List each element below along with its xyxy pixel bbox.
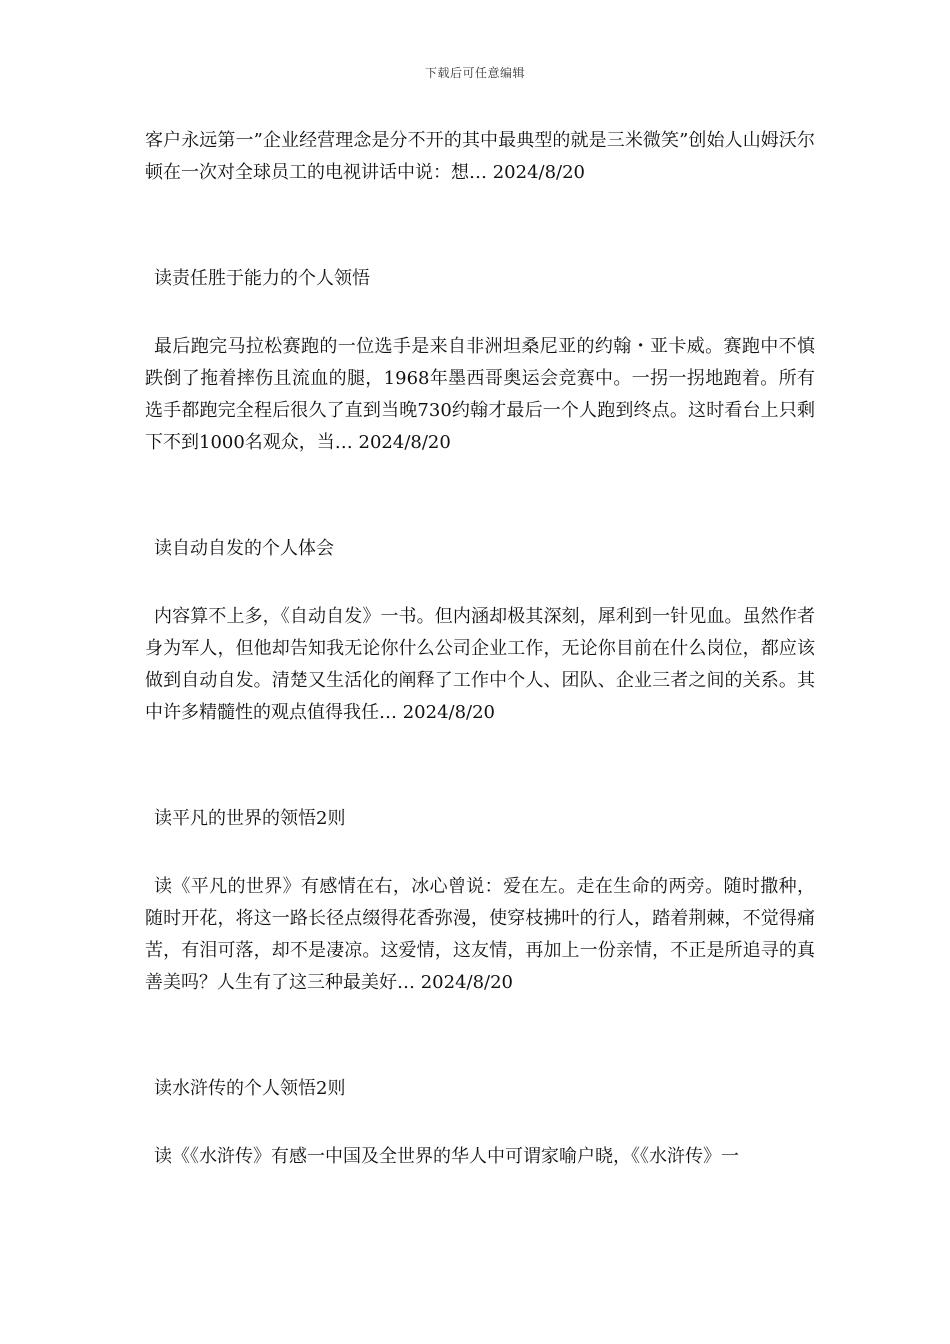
article-title-2: 读自动自发的个人体会: [154, 538, 334, 559]
article-body-1: 最后跑完马拉松赛跑的一位选手是来自非洲坦桑尼亚的约翰・亚卡威。赛跑中不慎跌倒了拖着摔伤且流血的腿，1968年墨西哥奥运会竞赛中。一拐一拐地跑着。所有选手都跑完全程后很久了直到当晚730约翰才最后一个人跑到终点。这时看台上只剩下不到1000名观众，当… 2024/8/20: [145, 336, 815, 453]
article-title-4: 读水浒传的个人领悟2则: [154, 1078, 346, 1099]
article-title-3: 读平凡的世界的领悟2则: [154, 808, 346, 829]
article-body-2: 内容算不上多，《自动自发》一书。但内涵却极其深刻，犀利到一针见血。虽然作者身为军人，但他却告知我无论你什么公司企业工作，无论你目前在什么岗位，都应该做到自动自发。清楚又生活化的阐释了工作中个人、团队、企业三者之间的关系。其中许多精髓性的观点值得我任… 2024/8/20: [145, 606, 815, 723]
article-body-4: 读《《水浒传》有感一中国及全世界的华人中可谓家喻户晓，《《水浒传》一: [154, 1146, 739, 1167]
intro-paragraph: 客户永远第一”企业经营理念是分不开的其中最典型的就是三米微笑”创始人山姆沃尔顿在一次对全球员工的电视讲话中说：想… 2024/8/20: [145, 130, 815, 183]
article-body-3: 读《平凡的世界》有感情在右，冰心曾说：爱在左。走在生命的两旁。随时撒种，随时开花，将这一路长径点缀得花香弥漫，使穿枝拂叶的行人，踏着荆棘，不觉得痛苦，有泪可落，却不是凄凉。这爱情，这友情，再加上一份亲情，不正是所追寻的真善美吗？人生有了这三种最美好… 2024/8/20: [145, 876, 815, 993]
document-body: [145, 125, 815, 1173]
page-header: 下载后可任意编辑: [424, 66, 525, 80]
article-title-1: 读责任胜于能力的个人领悟: [154, 268, 370, 289]
